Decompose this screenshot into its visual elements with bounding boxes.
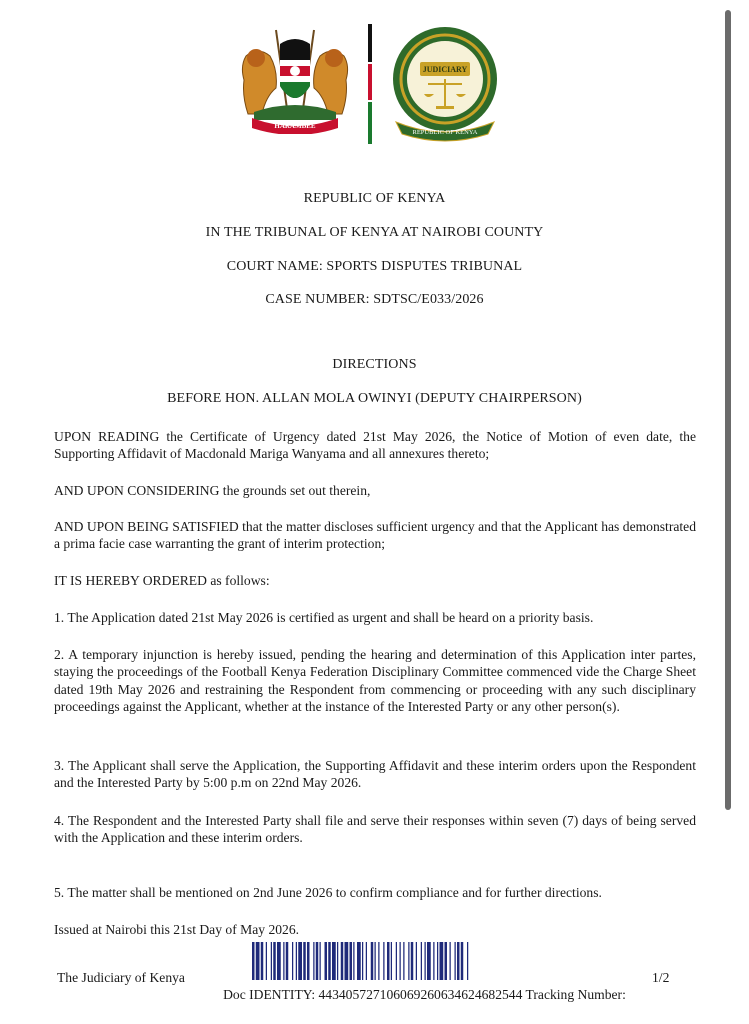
barcode-bar: [345, 942, 349, 980]
barcode-bar: [353, 942, 354, 980]
barcode-bar: [375, 942, 376, 980]
barcode-bar: [266, 942, 267, 980]
page-number: 1/2: [652, 970, 670, 985]
barcode-bar: [271, 942, 272, 980]
barcode-bar: [378, 942, 379, 980]
barcode-bar: [455, 942, 456, 980]
heading-republic: REPUBLIC OF KENYA: [303, 191, 446, 206]
judiciary-seal-label: JUDICIARY: [422, 65, 468, 74]
barcode-bar: [421, 942, 422, 980]
barcode-bar: [408, 942, 409, 980]
barcode-bar: [425, 942, 426, 980]
barcode-bar: [362, 942, 363, 980]
barcode-bar: [320, 942, 321, 980]
issued-statement: Issued at Nairobi this 21st Day of May 2026.: [54, 922, 300, 937]
barcode-bar: [273, 942, 276, 980]
barcode-bar: [316, 942, 319, 980]
heading-case-number: CASE NUMBER: SDTSC/E033/2026: [265, 292, 484, 307]
barcode-bar: [387, 942, 390, 980]
barcode-bar: [411, 942, 414, 980]
doc-identity-tracking: Doc IDENTITY: 4434057271060692606346246825​44 Tracking Number:: [223, 987, 626, 1002]
heading-tribunal: IN THE TRIBUNAL OF KENYA AT NAIROBI COUNTY: [205, 225, 544, 240]
judiciary-seal-logo: [388, 24, 502, 142]
barcode-bar: [371, 942, 374, 980]
barcode-bar: [461, 942, 464, 980]
order-item-4: 4. The Respondent and the Interested Party shall file and serve their responses within seven (7) days of being served with the Application and these interim orders.: [54, 813, 696, 846]
barcode-bar: [252, 942, 255, 980]
barcode-bar: [261, 942, 264, 980]
barcode-bar: [396, 942, 397, 980]
barcode-bar: [286, 942, 289, 980]
barcode-bar: [440, 942, 444, 980]
barcode-bar: [400, 942, 401, 980]
flag-color-bars: [366, 24, 374, 144]
barcode-bar: [366, 942, 367, 980]
barcode-bar: [328, 942, 331, 980]
barcode-bar: [325, 942, 328, 980]
barcode-bar: [467, 942, 468, 980]
barcode-bar: [450, 942, 451, 980]
kenya-coat-of-arms-logo: [236, 26, 354, 134]
barcode-bar: [357, 942, 361, 980]
heading-court-name: COURT NAME: SPORTS DISPUTES TRIBUNAL: [226, 259, 523, 274]
barcode-bar: [445, 942, 448, 980]
barcode-bar: [403, 942, 404, 980]
barcode-bar: [383, 942, 384, 980]
order-item-1: 1. The Application dated 21st May 2026 is certified as urgent and shall be heard on a priority basis.: [54, 610, 594, 625]
barcode-bar: [256, 942, 260, 980]
barcode-bar: [391, 942, 392, 980]
coat-of-arms-motto: HARAMBEE: [274, 122, 316, 130]
heading-directions: DIRECTIONS: [332, 357, 417, 372]
barcode-bar: [296, 942, 297, 980]
paragraph-upon-considering: AND UPON CONSIDERING the grounds set out therein,: [54, 483, 371, 498]
barcode-bar: [350, 942, 353, 980]
scrollbar[interactable]: [725, 10, 733, 810]
barcode-bar: [292, 942, 293, 980]
barcode-bar: [427, 942, 431, 980]
barcode-bar: [303, 942, 306, 980]
scrollbar-thumb[interactable]: [725, 10, 731, 810]
order-item-3: 3. The Applicant shall serve the Application, the Supporting Affidavit and these interim orders upon the Respondent and the Interested Party by 5:00 p.m on 22nd May 2026.: [54, 758, 696, 791]
barcode-bar: [437, 942, 438, 980]
document-barcode: [252, 942, 592, 980]
barcode-bar: [337, 942, 338, 980]
heading-before-hon: BEFORE HON. ALLAN MOLA OWINYI (DEPUTY CHAIRPERSON): [167, 391, 582, 406]
judiciary-seal-ribbon: REPUBLIC OF KENYA: [412, 129, 478, 136]
barcode-bar: [457, 942, 460, 980]
order-item-2: 2. A temporary injunction is hereby issued, pending the hearing and determination of this Application inter partes, staying the proceedings of the Football Kenya Federation Disciplinary Committee commenced vide the Charge Sheet dated 19th May 2026 and restraining the Respondent from commencing or proceeding with any such disciplinary proceedings against the Applicant, whether at the instance of the Interested Party or any other person(s).: [54, 647, 696, 714]
barcode-bar: [416, 942, 417, 980]
barcode-bar: [283, 942, 284, 980]
barcode-bar: [298, 942, 302, 980]
paragraph-ordered: IT IS HEREBY ORDERED as follows:: [54, 573, 270, 588]
footer-judiciary-label: The Judiciary of Kenya: [57, 970, 185, 985]
barcode-bar: [277, 942, 281, 980]
barcode-bar: [332, 942, 336, 980]
paragraph-upon-reading: UPON READING the Certificate of Urgency dated 21st May 2026, the Notice of Motion of even date, the Supporting Affidavit of Macdonald Mariga Wanyama and all annexures thereto;: [54, 429, 696, 462]
order-item-5: 5. The matter shall be mentioned on 2nd June 2026 to confirm compliance and for further directions.: [54, 885, 602, 900]
barcode-bar: [433, 942, 434, 980]
barcode-bar: [341, 942, 344, 980]
paragraph-upon-being-satisfied: AND UPON BEING SATISFIED that the matter discloses sufficient urgency and that the Applicant has demonstrated a prima facie case warranting the grant of interim protection;: [54, 519, 696, 552]
barcode-bar: [307, 942, 310, 980]
barcode-bar: [313, 942, 314, 980]
